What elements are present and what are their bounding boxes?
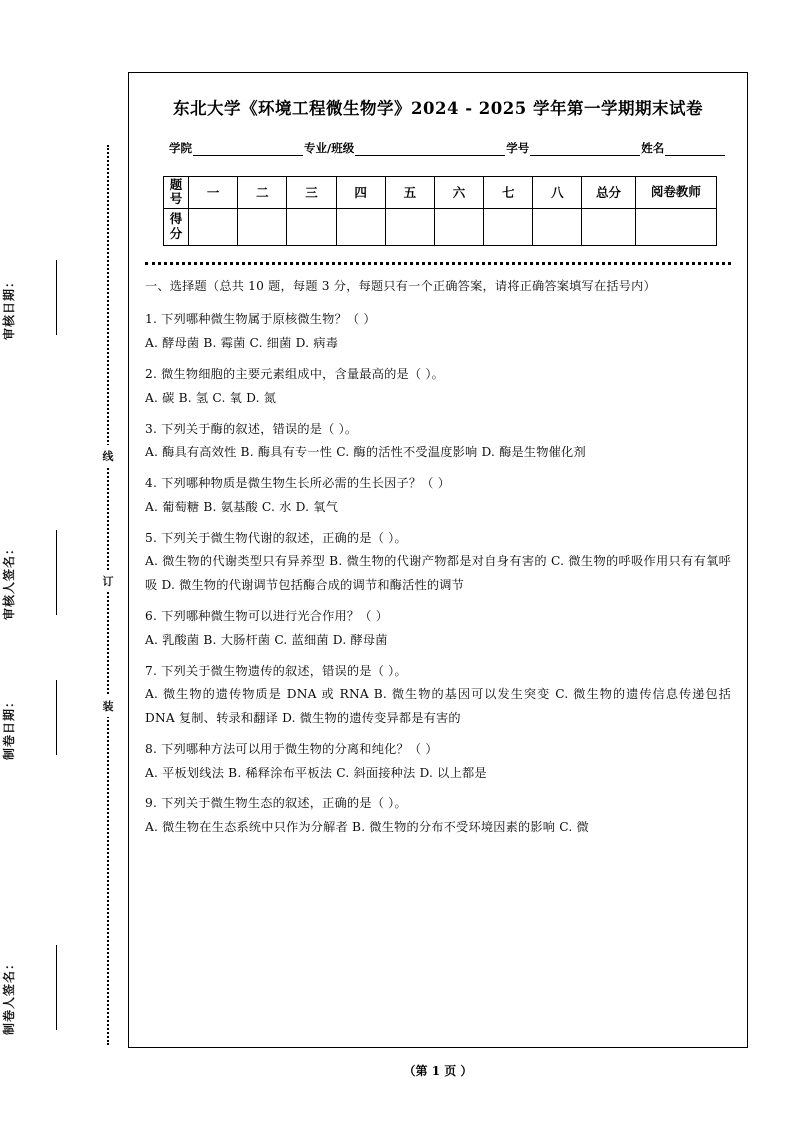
score-table-col-3: 三	[287, 176, 336, 208]
question-stem-9: 9. 下列关于微生物生态的叙述，正确的是（ ）。	[145, 796, 407, 811]
score-table-col-8: 八	[533, 176, 582, 208]
sidebar-label-review-date: 审核日期：	[2, 274, 16, 340]
score-cell-teacher[interactable]	[635, 208, 716, 245]
question-stem-3: 3. 下列关于酶的叙述，错误的是（ ）。	[145, 421, 358, 436]
dotted-separator	[145, 262, 731, 265]
score-cell-2[interactable]	[238, 208, 287, 245]
field-blank-major-class[interactable]	[355, 143, 505, 156]
score-table-col-1: 一	[189, 176, 238, 208]
score-table-col-2: 二	[238, 176, 287, 208]
field-label-college: 学院	[169, 140, 192, 155]
table-row-question-numbers	[164, 176, 717, 208]
score-table-col-7: 七	[484, 176, 533, 208]
score-table-header-score: 得分	[164, 208, 189, 245]
score-cell-total[interactable]	[582, 208, 635, 245]
field-blank-college[interactable]	[193, 143, 303, 156]
sidebar-label-reviewer-signature: 审核人签名：	[2, 541, 16, 620]
sidebar-rule-4	[56, 945, 57, 1030]
score-table	[163, 176, 717, 246]
exam-paper-body	[128, 72, 748, 1048]
question-block-1	[145, 308, 731, 356]
question-options-3[interactable]: A. 酶具有高效性 B. 酶具有专一性 C. 酶的活性不受温度影响 D. 酶是生物催化剂	[145, 445, 586, 460]
question-stem-5: 5. 下列关于微生物代谢的叙述，正确的是（ ）。	[145, 530, 407, 545]
binding-char-ding: 订	[99, 570, 117, 592]
score-cell-7[interactable]	[484, 208, 533, 245]
binding-dots	[107, 145, 109, 1045]
question-stem-2: 2. 微生物细胞的主要元素组成中，含量最高的是（ ）。	[145, 366, 444, 381]
score-cell-8[interactable]	[533, 208, 582, 245]
field-label-major-class: 专业/班级	[304, 140, 355, 155]
score-table-header-question-no: 题号	[164, 176, 189, 208]
question-stem-6: 6. 下列哪种微生物可以进行光合作用？（ ）	[145, 609, 389, 623]
score-table-col-teacher: 阅卷教师	[635, 176, 716, 208]
question-options-9[interactable]: A. 微生物在生态系统中只作为分解者 B. 微生物的分布不受环境因素的影响 C. 微	[145, 820, 589, 835]
student-info-line	[169, 140, 717, 156]
question-block-4	[145, 472, 731, 520]
table-row-scores	[164, 208, 717, 245]
questions-area	[145, 275, 731, 840]
question-block-3	[145, 418, 731, 466]
question-stem-7: 7. 下列关于微生物遗传的叙述，错误的是（ ）。	[145, 663, 407, 678]
question-options-6[interactable]: A. 乳酸菌 B. 大肠杆菌 C. 蓝细菌 D. 酵母菌	[145, 632, 388, 647]
sidebar-rule-2	[56, 530, 57, 615]
binding-char-zhuang: 装	[99, 695, 117, 717]
question-stem-1: 1. 下列哪种微生物属于原核微生物？（ ）	[145, 312, 376, 327]
question-stem-8: 8. 下列哪种方法可以用于微生物的分离和纯化？（ ）	[145, 741, 438, 756]
score-table-col-total: 总分	[582, 176, 635, 208]
section-heading-one: 一、选择题（总共 10 题，每题 3 分，每题只有一个正确答案，请将正确答案填写在括号内）	[145, 278, 656, 293]
binding-char-xian: 线	[99, 445, 117, 467]
question-options-1[interactable]: A. 酵母菌 B. 霉菌 C. 细菌 D. 病毒	[145, 336, 339, 351]
field-blank-student-name[interactable]	[665, 143, 725, 156]
sidebar-label-paper-maker-date: 制卷日期：	[2, 694, 16, 760]
question-block-2	[145, 363, 731, 411]
question-options-5[interactable]: A. 微生物的代谢类型只有异养型 B. 微生物的代谢产物都是对自身有害的 C. 微生物的呼吸作用只有有氧呼吸 D. 微生物的代谢调节包括酶合成的调节和酶活性的调节	[145, 554, 731, 593]
score-cell-1[interactable]	[189, 208, 238, 245]
score-cell-4[interactable]	[336, 208, 385, 245]
field-blank-student-id[interactable]	[530, 143, 640, 156]
sidebar-rule-1	[56, 260, 57, 335]
page-title: 东北大学《环境工程微生物学》2024 - 2025 学年第一学期期末试卷	[173, 99, 703, 118]
score-cell-3[interactable]	[287, 208, 336, 245]
sidebar-rule-3	[56, 680, 57, 755]
field-label-student-name: 姓名	[641, 140, 665, 155]
question-block-6	[145, 605, 731, 653]
binding-dotted-line	[100, 145, 116, 1045]
page-footer: （第 1 页 ）	[403, 1064, 473, 1078]
score-cell-5[interactable]	[385, 208, 434, 245]
question-stem-4: 4. 下列哪种物质是微生物生长所必需的生长因子？（ ）	[145, 476, 451, 491]
question-options-7[interactable]: A. 微生物的遗传物质是 DNA 或 RNA B. 微生物的基因可以发生突变 C. 微生物的遗传信息传递包括 DNA 复制、转录和翻译 D. 微生物的遗传变异都是有害的	[145, 687, 731, 726]
question-options-4[interactable]: A. 葡萄糖 B. 氨基酸 C. 水 D. 氧气	[145, 499, 339, 514]
question-block-5	[145, 527, 731, 598]
field-label-student-id: 学号	[506, 140, 530, 155]
score-cell-6[interactable]	[434, 208, 483, 245]
question-block-9	[145, 792, 731, 840]
question-block-8	[145, 738, 731, 786]
question-options-2[interactable]: A. 碳 B. 氢 C. 氧 D. 氮	[145, 390, 277, 405]
score-table-col-5: 五	[385, 176, 434, 208]
sidebar-label-paper-maker-signature: 制卷人签名：	[2, 956, 16, 1035]
question-block-7	[145, 660, 731, 731]
question-options-8[interactable]: A. 平板划线法 B. 稀释涂布平板法 C. 斜面接种法 D. 以上都是	[145, 765, 487, 780]
score-table-col-6: 六	[434, 176, 483, 208]
score-table-col-4: 四	[336, 176, 385, 208]
